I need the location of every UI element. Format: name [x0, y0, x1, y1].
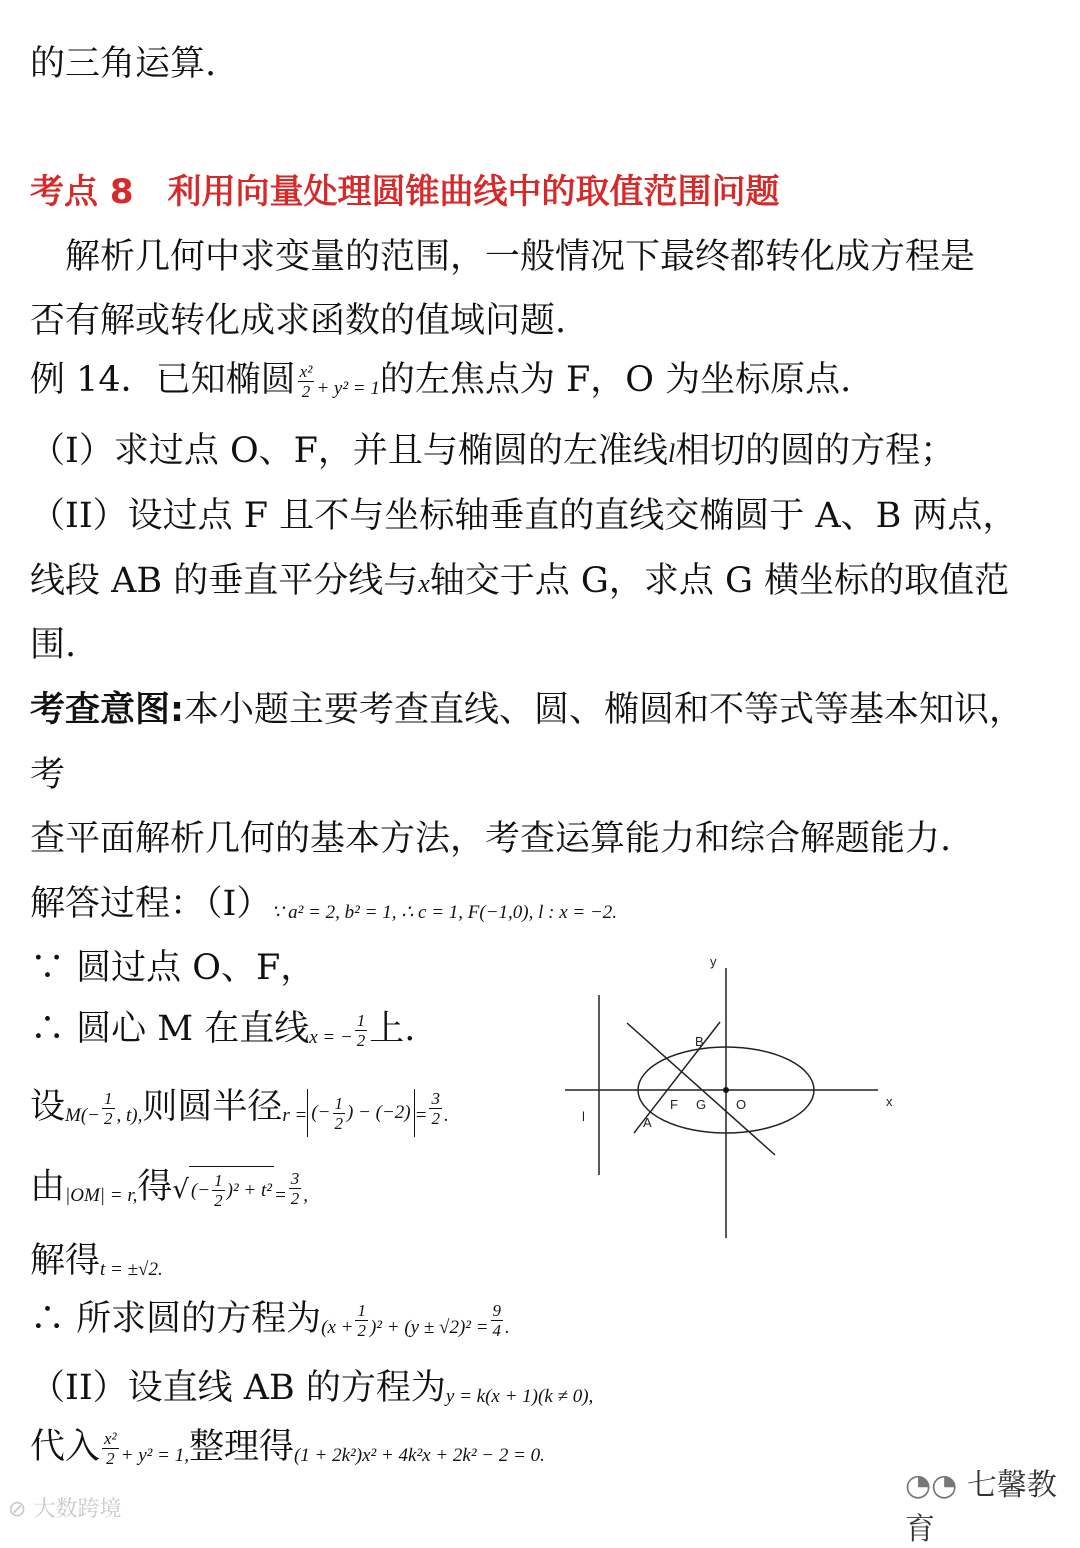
solution-step-2: ∴ 圆心 M 在直线x = − $\frac{1}{2}$ 上. — [30, 1009, 416, 1050]
paragraph-line-2: 否有解或转化成求函数的值域问题. — [30, 301, 567, 341]
x-axis-label: x — [886, 1094, 893, 1109]
point-label-g: G — [696, 1097, 707, 1112]
question-2-line-3: 围. — [30, 625, 77, 665]
wechat-icon: ◔◔ — [905, 1468, 967, 1503]
example-14: 例 14．已知椭圆 $\frac{\text{x²}}{2}$ + y² = 1的左焦点为 F，O 为坐标原点. — [30, 360, 852, 401]
point-label-o: O — [736, 1097, 747, 1112]
point-label-b: B — [695, 1034, 704, 1049]
solution-step-8: 代入 $\frac{\text{x²}}{2}$ + y² = 1,整理得(1 + 2k²)x² + 4k²x + 2k² − 2 = 0. — [30, 1427, 545, 1468]
watermark-left: ⊘ 大数跨境 — [8, 1497, 122, 1522]
paragraph-line-1: 解析几何中求变量的范围，一般情况下最终都转化成方程是 — [30, 237, 976, 277]
question-2-line-2: 线段 AB 的垂直平分线与x轴交于点 G，求点 G 横坐标的取值范 — [30, 561, 1010, 601]
solution-step-4: 由|OM| = r,得 √ (− $\frac{1}{2}$ )² + t² = $\frac{3}{2}$ , — [30, 1163, 308, 1220]
question-2-line-1: （II）设过点 F 且不与坐标轴垂直的直线交椭圆于 A、B 两点， — [30, 496, 1018, 536]
link-icon: ⊘ — [8, 1497, 34, 1522]
solution-part-2: （II）设直线 AB 的方程为y = k(x + 1)(k ≠ 0), — [30, 1368, 594, 1408]
text-line-1: 的三角运算. — [30, 44, 217, 84]
intent-line-3: 查平面解析几何的基本方法，考查运算能力和综合解题能力. — [30, 819, 952, 859]
solution-step-3: 设M(− $\frac{1}{2}$ , t),则圆半径r = (− $\frac{1}{2}$ ) − (−2) = $\frac{3}{2}$ . — [30, 1083, 449, 1140]
solution-step-5: 解得t = ±√2. — [30, 1241, 163, 1281]
intent-line-2: 考 — [30, 755, 66, 795]
y-axis-label: y — [710, 954, 717, 969]
section-heading: 考点 8 利用向量处理圆锥曲线中的取值范围问题 — [30, 172, 780, 212]
ellipse-diagram — [560, 950, 900, 1240]
origin-point — [723, 1087, 729, 1093]
solution-step-6: ∴ 所求圆的方程为(x + $\frac{1}{2}$ )² + (y ± √2)² = $\frac{9}{4}$ . — [30, 1299, 510, 1340]
directrix-label: l — [582, 1109, 585, 1124]
question-1: （I）求过点 O、F，并且与椭圆的左准线l相切的圆的方程； — [30, 431, 956, 471]
solution-part-1: 解答过程：（I）∵ a² = 2, b² = 1, ∴ c = 1, F(−1,0), l : x = −2. — [30, 884, 618, 924]
watermark-right: ◔◔ 七馨教育 — [905, 1468, 1057, 1547]
intent-line-1: 考查意图:本小题主要考查直线、圆、椭圆和不等式等基本知识， — [30, 690, 1025, 730]
solution-step-1: ∵ 圆过点 O、F， — [30, 948, 316, 988]
point-label-a: A — [643, 1115, 652, 1130]
point-label-f: F — [670, 1097, 678, 1112]
